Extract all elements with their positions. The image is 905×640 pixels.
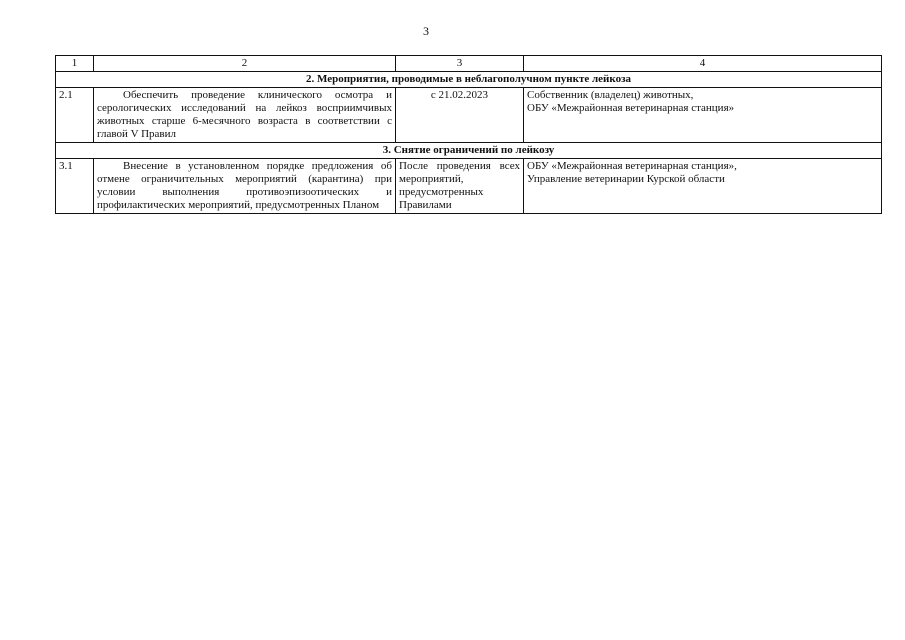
row-deadline: с 21.02.2023	[396, 88, 524, 143]
row-action-text: Внесение в установленном порядке предложения об отмене ограничительных мероприятий (карантина) при условии выполнения противоэпизоотических и профилактических мероприятий, предусмотренных Планом	[97, 160, 392, 211]
page-number: 3	[423, 24, 429, 38]
section-heading: 2. Мероприятия, проводимые в неблагополучном пункте лейкоза	[56, 72, 882, 88]
table-row	[56, 88, 882, 143]
table-row	[56, 159, 882, 214]
row-responsible	[524, 88, 882, 143]
row-action-text: Обеспечить проведение клинического осмотра и серологических исследований на лейкоз восприимчивых животных старше 6-месячного возраста в соответствии с главой V Правил	[97, 89, 392, 140]
column-number-cell: 4	[524, 56, 882, 72]
row-number: 3.1	[56, 159, 94, 214]
row-responsible-line: Управление ветеринарии Курской области	[527, 173, 725, 185]
column-number-cell: 3	[396, 56, 524, 72]
row-responsible-line: Собственник (владелец) животных,	[527, 89, 694, 101]
column-number-cell: 2	[94, 56, 396, 72]
row-action	[94, 159, 396, 214]
row-responsible	[524, 159, 882, 214]
section-heading-row	[56, 72, 882, 88]
measures-table	[55, 55, 882, 214]
row-responsible-line: ОБУ «Межрайонная ветеринарная станция»,	[527, 160, 737, 172]
section-heading-row	[56, 143, 882, 159]
section-heading: 3. Снятие ограничений по лейкозу	[56, 143, 882, 159]
row-deadline: После проведения всех мероприятий, предусмотренных Правилами	[396, 159, 524, 214]
row-responsible-line: ОБУ «Межрайонная ветеринарная станция»	[527, 102, 735, 114]
row-number: 2.1	[56, 88, 94, 143]
column-number-cell: 1	[56, 56, 94, 72]
row-action	[94, 88, 396, 143]
column-number-row	[56, 56, 882, 72]
